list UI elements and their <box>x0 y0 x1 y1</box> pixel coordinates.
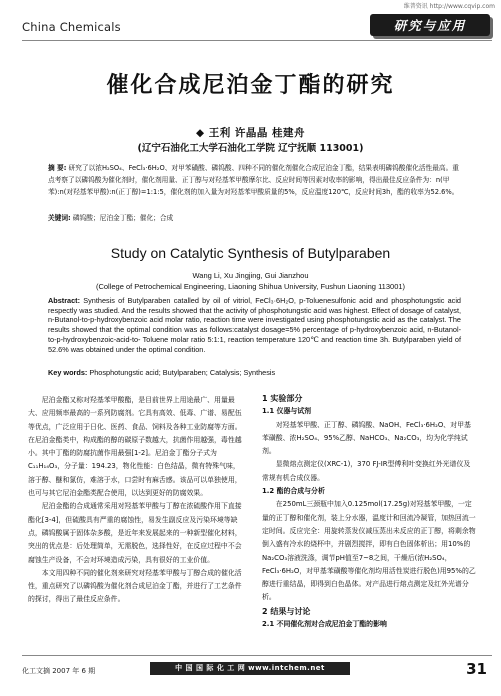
intro-paragraph: 尼泊金酯的合成通常采用对羟基苯甲酸与丁醇在浓硫酸作用下直接酯化[3-4]，但硫酸具有严重的腐蚀性，易发生副反应及污染环境等缺点，磷钨酸属于固体杂多酸，是近年来发展起来的一种新型催化材料，突出的优点是：后处理简单，无需脱色，选择性好，在反应过程中不会腐蚀生产设备，不会对环境造成污染，具有很好的工业价值。 <box>28 502 242 564</box>
affiliation-en: (College of Petrochemical Engineering, Liaoning Shihua University, Fushun Liaoning 113001) <box>95 282 406 291</box>
header-rule <box>22 40 492 41</box>
body-paragraph: 对羟基苯甲酸、正丁醇、磷钨酸、NaOH、FeCl₃·6H₂O、对甲基苯磺酸、浓H₂SO₄、95%乙醇、NaHCO₃、Na₂CO₃，均为化学纯试剂。 <box>262 420 471 456</box>
article-title-cn: 催化合成尼泊金丁酯的研究 <box>106 72 395 98</box>
authors-cn: ◆ 王利 许晶晶 桂建舟 <box>195 127 306 139</box>
abstract-cn-text: 研究了以浓H₂SO₄、FeCl₃·6H₂O、对甲苯磺酸、磷钨酸、四种不同的催化剂催化合成尼泊金丁酯，结果表明磷钨酸催化活性最高。重点考察了以磷钨酸为催化剂时，催化剂用量、正丁醇与对羟基苯甲酸摩尔比、反应时间等因素对收率的影响，得出最佳反应条件为：n(甲苯):n(对羟基苯甲酸):n(正丁醇)=1:1:5，催化剂的加入量为对羟基苯甲酸质量的5%，反应温度120℃，反应时间3h，酯的收率为52.6%。 <box>48 164 459 197</box>
subsection-heading: 1.2 酯的合成与分析 <box>262 487 325 496</box>
journal-name: China Chemicals <box>22 20 121 34</box>
footer-rule <box>22 655 492 656</box>
footer-banner-text: 中 国 国 际 化 工 网 www.intchem.net <box>175 664 325 672</box>
intro-column <box>28 394 246 607</box>
article-title-en: Study on Catalytic Synthesis of Butylparaben <box>110 245 391 261</box>
body-paragraph: 在250mL三颈瓶中加入0.125mol(17.25g)对羟基苯甲酸，一定量的正丁醇和催化剂，装上分水器，温度计和回流冷凝管，加热回流一定时间。反应完全：用旋转蒸发仪减压蒸出未反应的正丁醇，将剩余物倒入盛有冷水的烧杯中，并剧烈搅拌，即有白色固体析出；用10%的Na₂CO₃溶液洗涤，调节pH值至7~8之间，干燥后(浓H₂SO₄，FeCl₃·6H₂O，对甲基苯磺酸等催化剂均用活性炭进行脱色)用95%的乙醇进行重结晶，即得到白色晶体。对产品进行熔点测定及红外光谱分析。 <box>262 500 476 602</box>
section-heading: 2 结果与讨论 <box>262 606 311 616</box>
intro-paragraph: 本文用四种不同的催化剂来研究对羟基苯甲酸与丁醇合成的催化活性，重点研究了以磷钨酸为催化剂合成尼泊金丁酯，并进行了工艺条件的探讨，得出了最佳反应条件。 <box>28 568 242 604</box>
section-label-text: 研究与应用 <box>393 18 467 33</box>
section-label <box>370 14 490 36</box>
keywords-en-label: Key words: <box>48 368 88 377</box>
experimental-column <box>262 392 477 631</box>
subsection-heading: 1.1 仪器与试剂 <box>262 407 312 416</box>
keywords-cn-text: 磷钨酸；尼泊金丁酯；催化；合成 <box>72 214 174 222</box>
footer-banner <box>150 662 350 675</box>
keywords-cn-label: 关键词: <box>48 214 71 222</box>
watermark-text: 维普资讯 http://www.cqvip.com <box>403 3 495 10</box>
footer-issue: 化工文摘 2007 年 6 期 <box>22 667 96 675</box>
abstract-en-label: Abstract: <box>48 296 81 305</box>
abstract-cn <box>48 162 461 199</box>
subsection-heading: 2.1 不同催化剂对合成尼泊金丁酯的影响 <box>262 620 387 629</box>
keywords-cn <box>48 212 461 222</box>
section-heading: 1 实验部分 <box>262 394 303 403</box>
intro-paragraph: 尼泊金酯又称对羟基苯甲酸酯，是目前世界上用途最广、用量最大、应用频率最高的一系列防腐剂。它具有高效、低毒、广谱、易配伍等优点，广泛应用于日化、医药、食品、饲料及各种工业防腐等方面。在尼泊金酯类中，构成酯的醇的碳原子数越大，抗菌作用越强，毒性越小。其中丁酯的防腐抗菌作用最强[1-2]。尼泊金丁酯分子式为C₁₁H₁₄O₃，分子量：194.23，物化性能：白色结晶，微有特殊气味，溶于醇、醚和氯仿，难溶于水，口尝时有麻舌感。该品可以单独使用，也可与其它尼泊金酯类配合使用，以达到更好的防腐效果。 <box>28 396 242 498</box>
authors-en: Wang Li, Xu Jingjing, Gui Jianzhou <box>192 271 309 280</box>
abstract-en-text: Synthesis of Butylparaben catalled by oil of vitriol, FeCl₃·6H₂O, p-Toluenesulfonic acid and phosphotungstic acid respectly was studied. And the results showed that the activity of phosphotungstic acid was highest. Effect of dosage of catalyst, n-Butanol-to-p-hydroxybenzoic acid molar ratio, reaction time were investigated using phosphotungstic acid as the catalyst. The results showed that the optimal condition was as follows:catalyst dosage=5% percentage of p-hydroxybenzoic acid, n-Butanol-to-p-hydroxybenzoic-acid-to- Toluene molar ratio 5:1:1, reaction temperature 120℃ and reaction time 3h. Butylparaben yield of 52.6% was obtained under the optimal condition. <box>48 296 461 354</box>
keywords-en-text: Phosphotungstic acid; Butylparaben; Catalysis; Synthesis <box>89 368 276 377</box>
abstract-en <box>48 296 461 354</box>
body-paragraph: 显微熔点测定仪(XRC-1)，370 FJ-IR型傅利叶变换红外光谱仪及常规有机合成仪器。 <box>262 460 471 482</box>
affiliation-cn: (辽宁石油化工大学石油化工学院 辽宁抚顺 113001) <box>137 143 364 154</box>
page-number: 31 <box>466 660 487 678</box>
abstract-cn-label: 摘 要: <box>48 164 67 172</box>
keywords-en <box>48 368 461 377</box>
